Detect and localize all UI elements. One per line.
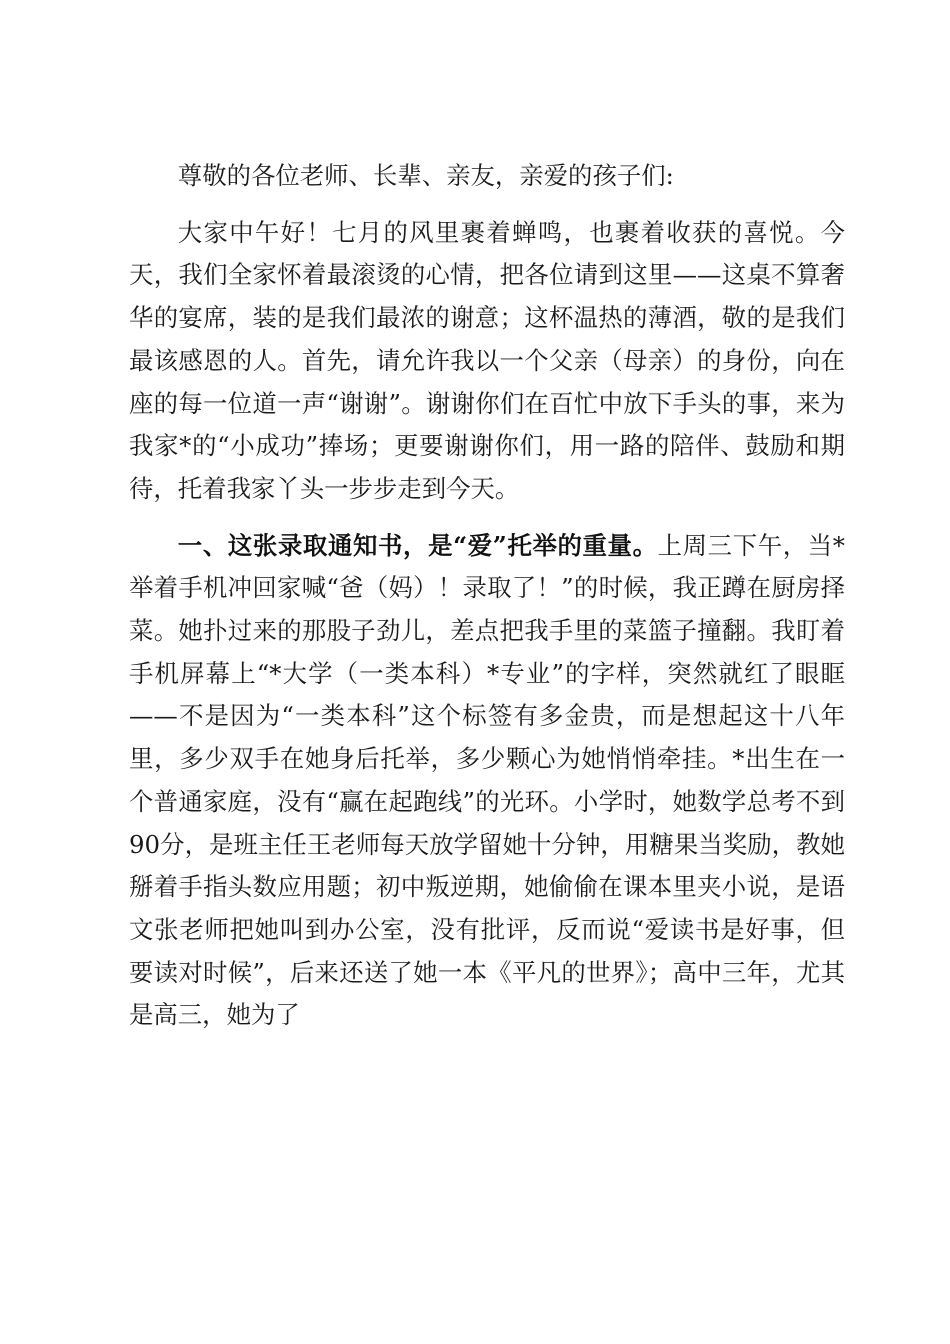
section-1-heading: 一、这张录取通知书，是“爱”托举的重量。 [177,530,658,560]
section-1-body: 上周三下午，当*举着手机冲回家喊“爸（妈）！录取了！”的时候，我正蹲在厨房择菜。她扑过来的那股子劲儿，差点把我手里的菜篮子撞翻。我盯着手机屏幕上“*大学（一类本科）*专业”的字样，突然就红了眼眶——不是因为“一类本科”这个标签有多金贵，而是想起这十八年里，多少双手在她身后托举，多少颗心为她悄悄牵挂。*出生在一个普通家庭，没有“赢在起跑线”的光环。小学时，她数学总考不到90分，是班主任王老师每天放学留她十分钟，用糖果当奖励，教她掰着手指头数应用题；初中叛逆期，她偷偷在课本里夹小说，是语文张老师把她叫到办公室，没有批评，反而说“爱读书是好事，但要读对时候”，后来还送了她一本《平凡的世界》；高中三年，尤其是高三，她为了 [129,530,845,1030]
section-1-paragraph [129,525,845,1037]
opening-paragraph: 大家中午好！七月的风里裹着蝉鸣，也裹着收获的喜悦。今天，我们全家怀着最滚烫的心情，把各位请到这里——这桌不算奢华的宴席，装的是我们最浓的谢意；这杯温热的薄酒，敬的是我们最该感恩的人。首先，请允许我以一个父亲（母亲）的身份，向在座的每一位道一声“谢谢”。谢谢你们在百忙中放下手头的事，来为我家*的“小成功”捧场；更要谢谢你们，用一路的陪伴、鼓励和期待，托着我家丫头一步步走到今天。 [129,217,845,503]
salutation: 尊敬的各位老师、长辈、亲友，亲爱的孩子们: [177,161,674,190]
speech-text [129,155,845,1037]
